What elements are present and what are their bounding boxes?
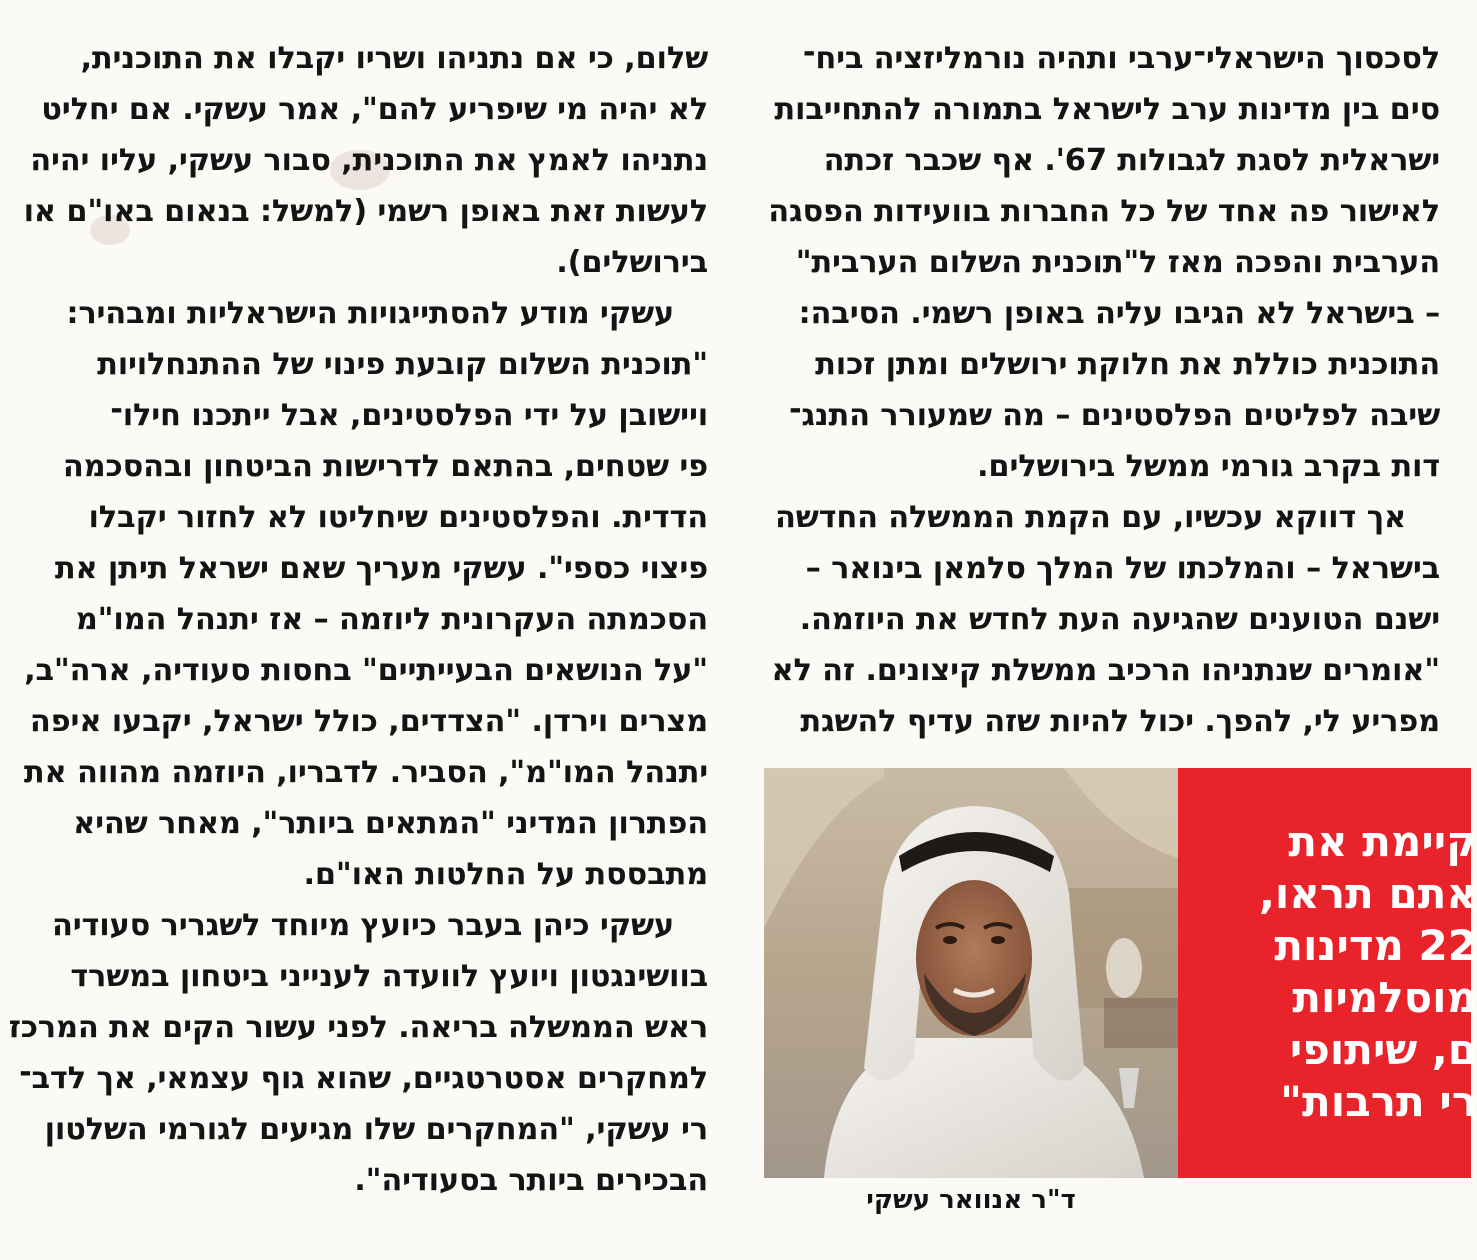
article-line: רי עשקי, "המחקרים שלו מגיעים לגורמי השלטון xyxy=(44,1112,708,1147)
article-line: התוכנית כוללת את חלוקת ירושלים ומתן זכות xyxy=(815,347,1440,382)
article-line: לסכסוך הישראלי־ערבי ותהיה נורמליזציה ביח־ xyxy=(802,41,1440,76)
article-line: מתבססת על החלטות האו"ם. xyxy=(303,857,708,892)
article-line: בירושלים). xyxy=(556,245,708,280)
article-line: לאישור פה אחד של כל החברות בוועידות הפסגה xyxy=(768,194,1440,229)
article-line: מפריע לי, להפך. יכול להיות שזה עדיף להשגת xyxy=(800,704,1440,739)
pull-quote-line: אתם תראו, xyxy=(1258,869,1477,918)
pull-quote-line: 22 מדינות xyxy=(1274,921,1477,970)
article-line: יתנהל המו"מ", הסביר. לדבריו, היוזמה מהווה את xyxy=(23,755,708,790)
pull-quote-line: מוסלמיות xyxy=(1292,973,1477,1022)
article-line: "אומרים שנתניהו הרכיב ממשלת קיצונים. זה לא xyxy=(771,653,1440,688)
article-line: למחקרים אסטרטגיים, שהוא גוף עצמאי, אך לדב־ xyxy=(19,1061,708,1096)
article-line: בישראל – והמלכתו של המלך סלמאן בינואר – xyxy=(805,551,1440,586)
article-line: הדדית. והפלסטינים שיחליטו לא לחזור יקבלו xyxy=(88,500,708,535)
pull-quote-line: ם, שיתופי xyxy=(1289,1025,1477,1074)
article-line: דות בקרב גורמי ממשל בירושלים. xyxy=(977,449,1440,484)
article-line: בוושינגטון ויועץ לוועדה לענייני ביטחון במשרד xyxy=(70,959,708,994)
article-line: פיצוי כספי". עשקי מעריך שאם ישראל תיתן את xyxy=(54,551,708,586)
article-line: ישראלית לסגת לגבולות 67'. אף שכבר זכתה xyxy=(823,143,1440,178)
article-line: לא יהיה מי שיפריע להם", אמר עשקי. אם יחליט xyxy=(41,92,708,127)
article-line: הפתרון המדיני "המתאים ביותר", מאחר שהיא xyxy=(73,806,708,841)
article-line: "תוכנית השלום קובעת פינוי של ההתנחלויות xyxy=(97,347,708,382)
article-line: שלום, כי אם נתניהו ושריו יקבלו את התוכנית, xyxy=(80,41,708,76)
article-line: עשקי מודע להסתייגויות הישראליות ומבהיר: xyxy=(66,296,674,331)
article-line: לעשות זאת באופן רשמי (למשל: בנאום באו"ם או xyxy=(23,194,708,229)
article-line: נתניהו לאמץ את התוכנית, סבור עשקי, עליו יהיה xyxy=(30,143,708,178)
article-line: ויישובן על ידי הפלסטינים, אבל ייתכנו חילו־ xyxy=(110,398,708,433)
article-right-column xyxy=(768,33,1440,747)
photo-caption: ד"ר אנוואר עשקי xyxy=(866,1185,1076,1215)
article-line: שיבה לפליטים הפלסטינים – מה שמעורר התנג־ xyxy=(788,398,1440,433)
pull-quote-box xyxy=(1178,768,1477,1178)
article-left-column xyxy=(8,33,708,1206)
portrait-illustration xyxy=(764,768,1178,1178)
article-line: הבכירים ביותר בסעודיה". xyxy=(354,1163,708,1198)
article-line: סים בין מדינות ערב לישראל בתמורה להתחייבות xyxy=(774,92,1440,127)
article-line: "על הנושאים הבעייתיים" בחסות סעודיה, ארה"ב, xyxy=(24,653,708,688)
article-line: אך דווקא עכשיו, עם הקמת הממשלה החדשה xyxy=(774,500,1406,535)
article-line: – בישראל לא הגיבו עליה באופן רשמי. הסיבה: xyxy=(798,296,1440,331)
article-line: מצרים וירדן. "הצדדים, כולל ישראל, יקבעו איפה xyxy=(29,704,708,739)
pull-quote-line: רי תרבות" xyxy=(1280,1077,1477,1126)
article-line: הסכמתה העקרונית ליוזמה – אז יתנהל המו"מ xyxy=(75,602,708,637)
article-line: עשקי כיהן בעבר כיועץ מיוחד לשגריר סעודיה xyxy=(51,908,674,943)
article-line: הערבית והפכה מאז ל"תוכנית השלום הערבית" xyxy=(795,245,1440,280)
article-line: ישנם הטוענים שהגיעה העת לחדש את היוזמה. xyxy=(799,602,1440,637)
article-line: ראש הממשלה בריאה. לפני עשור הקים את המרכז xyxy=(8,1010,708,1045)
portrait-photo xyxy=(764,768,1178,1178)
pull-quote-line: קיימת את xyxy=(1288,817,1477,866)
article-line: פי שטחים, בהתאם לדרישות הביטחון ובהסכמה xyxy=(62,449,708,484)
